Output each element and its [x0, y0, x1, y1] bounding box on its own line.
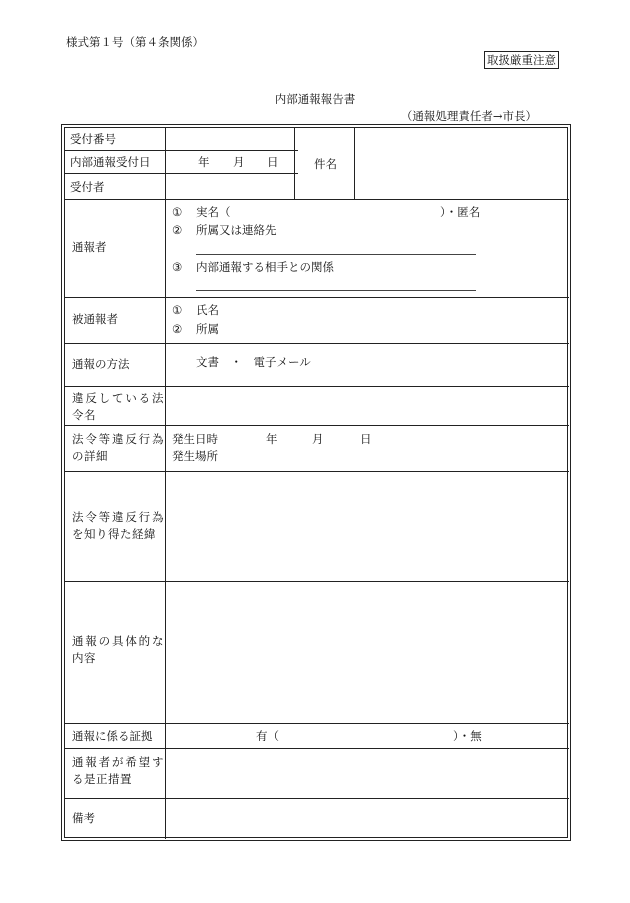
report-form-table [64, 127, 568, 838]
receipt-number-field[interactable] [169, 131, 291, 148]
reporter-affiliation-line[interactable] [196, 254, 476, 255]
row-divider [65, 723, 569, 724]
how-known-label: 法令等違反行為を知り得た経緯 [72, 510, 164, 541]
subject-person-affiliation: 所属 [196, 322, 219, 336]
reporter-option-3-marker: ③ [172, 260, 183, 274]
evidence-none[interactable]: ）・無 [453, 729, 482, 743]
column-divider [294, 128, 295, 199]
reporter-real-name[interactable]: 実名（ [196, 205, 231, 219]
receipt-date-year: 年 [198, 155, 210, 169]
reporter-relationship-label: 内部通報する相手との関係 [196, 260, 334, 274]
row-divider [65, 150, 298, 151]
row-divider [65, 199, 569, 200]
subject-person-label: 被通報者 [72, 312, 118, 326]
occurrence-place-label: 発生場所 [172, 449, 218, 463]
occurrence-day: 日 [360, 432, 372, 446]
desired-measures-field[interactable] [169, 752, 565, 794]
receipt-date-month: 月 [233, 155, 245, 169]
row-divider [65, 581, 569, 582]
row-divider [65, 386, 569, 387]
remarks-label: 備考 [72, 811, 95, 825]
desired-measures-label: 通報者が希望する是正措置 [72, 755, 164, 786]
receipt-date-day: 日 [267, 155, 279, 169]
row-divider [65, 297, 569, 298]
row-divider [65, 748, 569, 749]
method-label: 通報の方法 [72, 357, 130, 371]
subject-field[interactable] [359, 132, 563, 194]
reporter-option-1-marker: ① [172, 205, 183, 219]
violated-law-field[interactable] [169, 390, 565, 422]
reporter-anonymous[interactable]: ）・匿名 [440, 205, 481, 219]
confidential-stamp: 取扱厳重注意 [484, 51, 559, 69]
receiver-field[interactable] [169, 178, 291, 195]
evidence-present[interactable]: 有（ [256, 729, 279, 743]
occurrence-datetime-label: 発生日時 [172, 432, 218, 446]
occurrence-year: 年 [266, 432, 278, 446]
receipt-number-label: 受付番号 [70, 132, 116, 146]
subject-person-name: 氏名 [196, 303, 219, 317]
how-known-field[interactable] [169, 475, 565, 577]
row-divider [65, 425, 569, 426]
subject-label: 件名 [314, 157, 337, 171]
occurrence-month: 月 [312, 432, 324, 446]
report-content-label: 通報の具体的な内容 [72, 634, 164, 665]
document-title: 内部通報報告書 [274, 92, 356, 106]
reporter-affiliation-label: 所属又は連絡先 [196, 223, 277, 237]
method-options[interactable]: 文書 ・ 電子メール [196, 355, 311, 369]
reporter-option-2-marker: ② [172, 223, 183, 237]
form-number: 様式第１号（第４条関係） [66, 35, 204, 49]
row-divider [65, 173, 298, 174]
violated-law-label: 違反している法令名 [72, 391, 164, 422]
report-form-frame [61, 124, 571, 841]
row-divider [65, 471, 569, 472]
row-divider [65, 798, 569, 799]
subject-person-affiliation-marker: ② [172, 322, 183, 336]
reporter-label: 通報者 [72, 240, 107, 254]
violation-details-label: 法令等違反行為の詳細 [72, 432, 164, 463]
remarks-field[interactable] [169, 802, 565, 835]
subject-person-name-marker: ① [172, 303, 183, 317]
evidence-label: 通報に係る証拠 [72, 729, 153, 743]
reporter-relationship-line[interactable] [196, 290, 476, 291]
routing-note: （通報処理責任者→市長） [400, 109, 537, 123]
receipt-date-label: 内部通報受付日 [70, 155, 151, 169]
column-divider [354, 128, 355, 199]
receiver-label: 受付者 [70, 180, 105, 194]
column-divider [165, 128, 166, 839]
row-divider [65, 343, 569, 344]
report-content-field[interactable] [169, 585, 565, 719]
